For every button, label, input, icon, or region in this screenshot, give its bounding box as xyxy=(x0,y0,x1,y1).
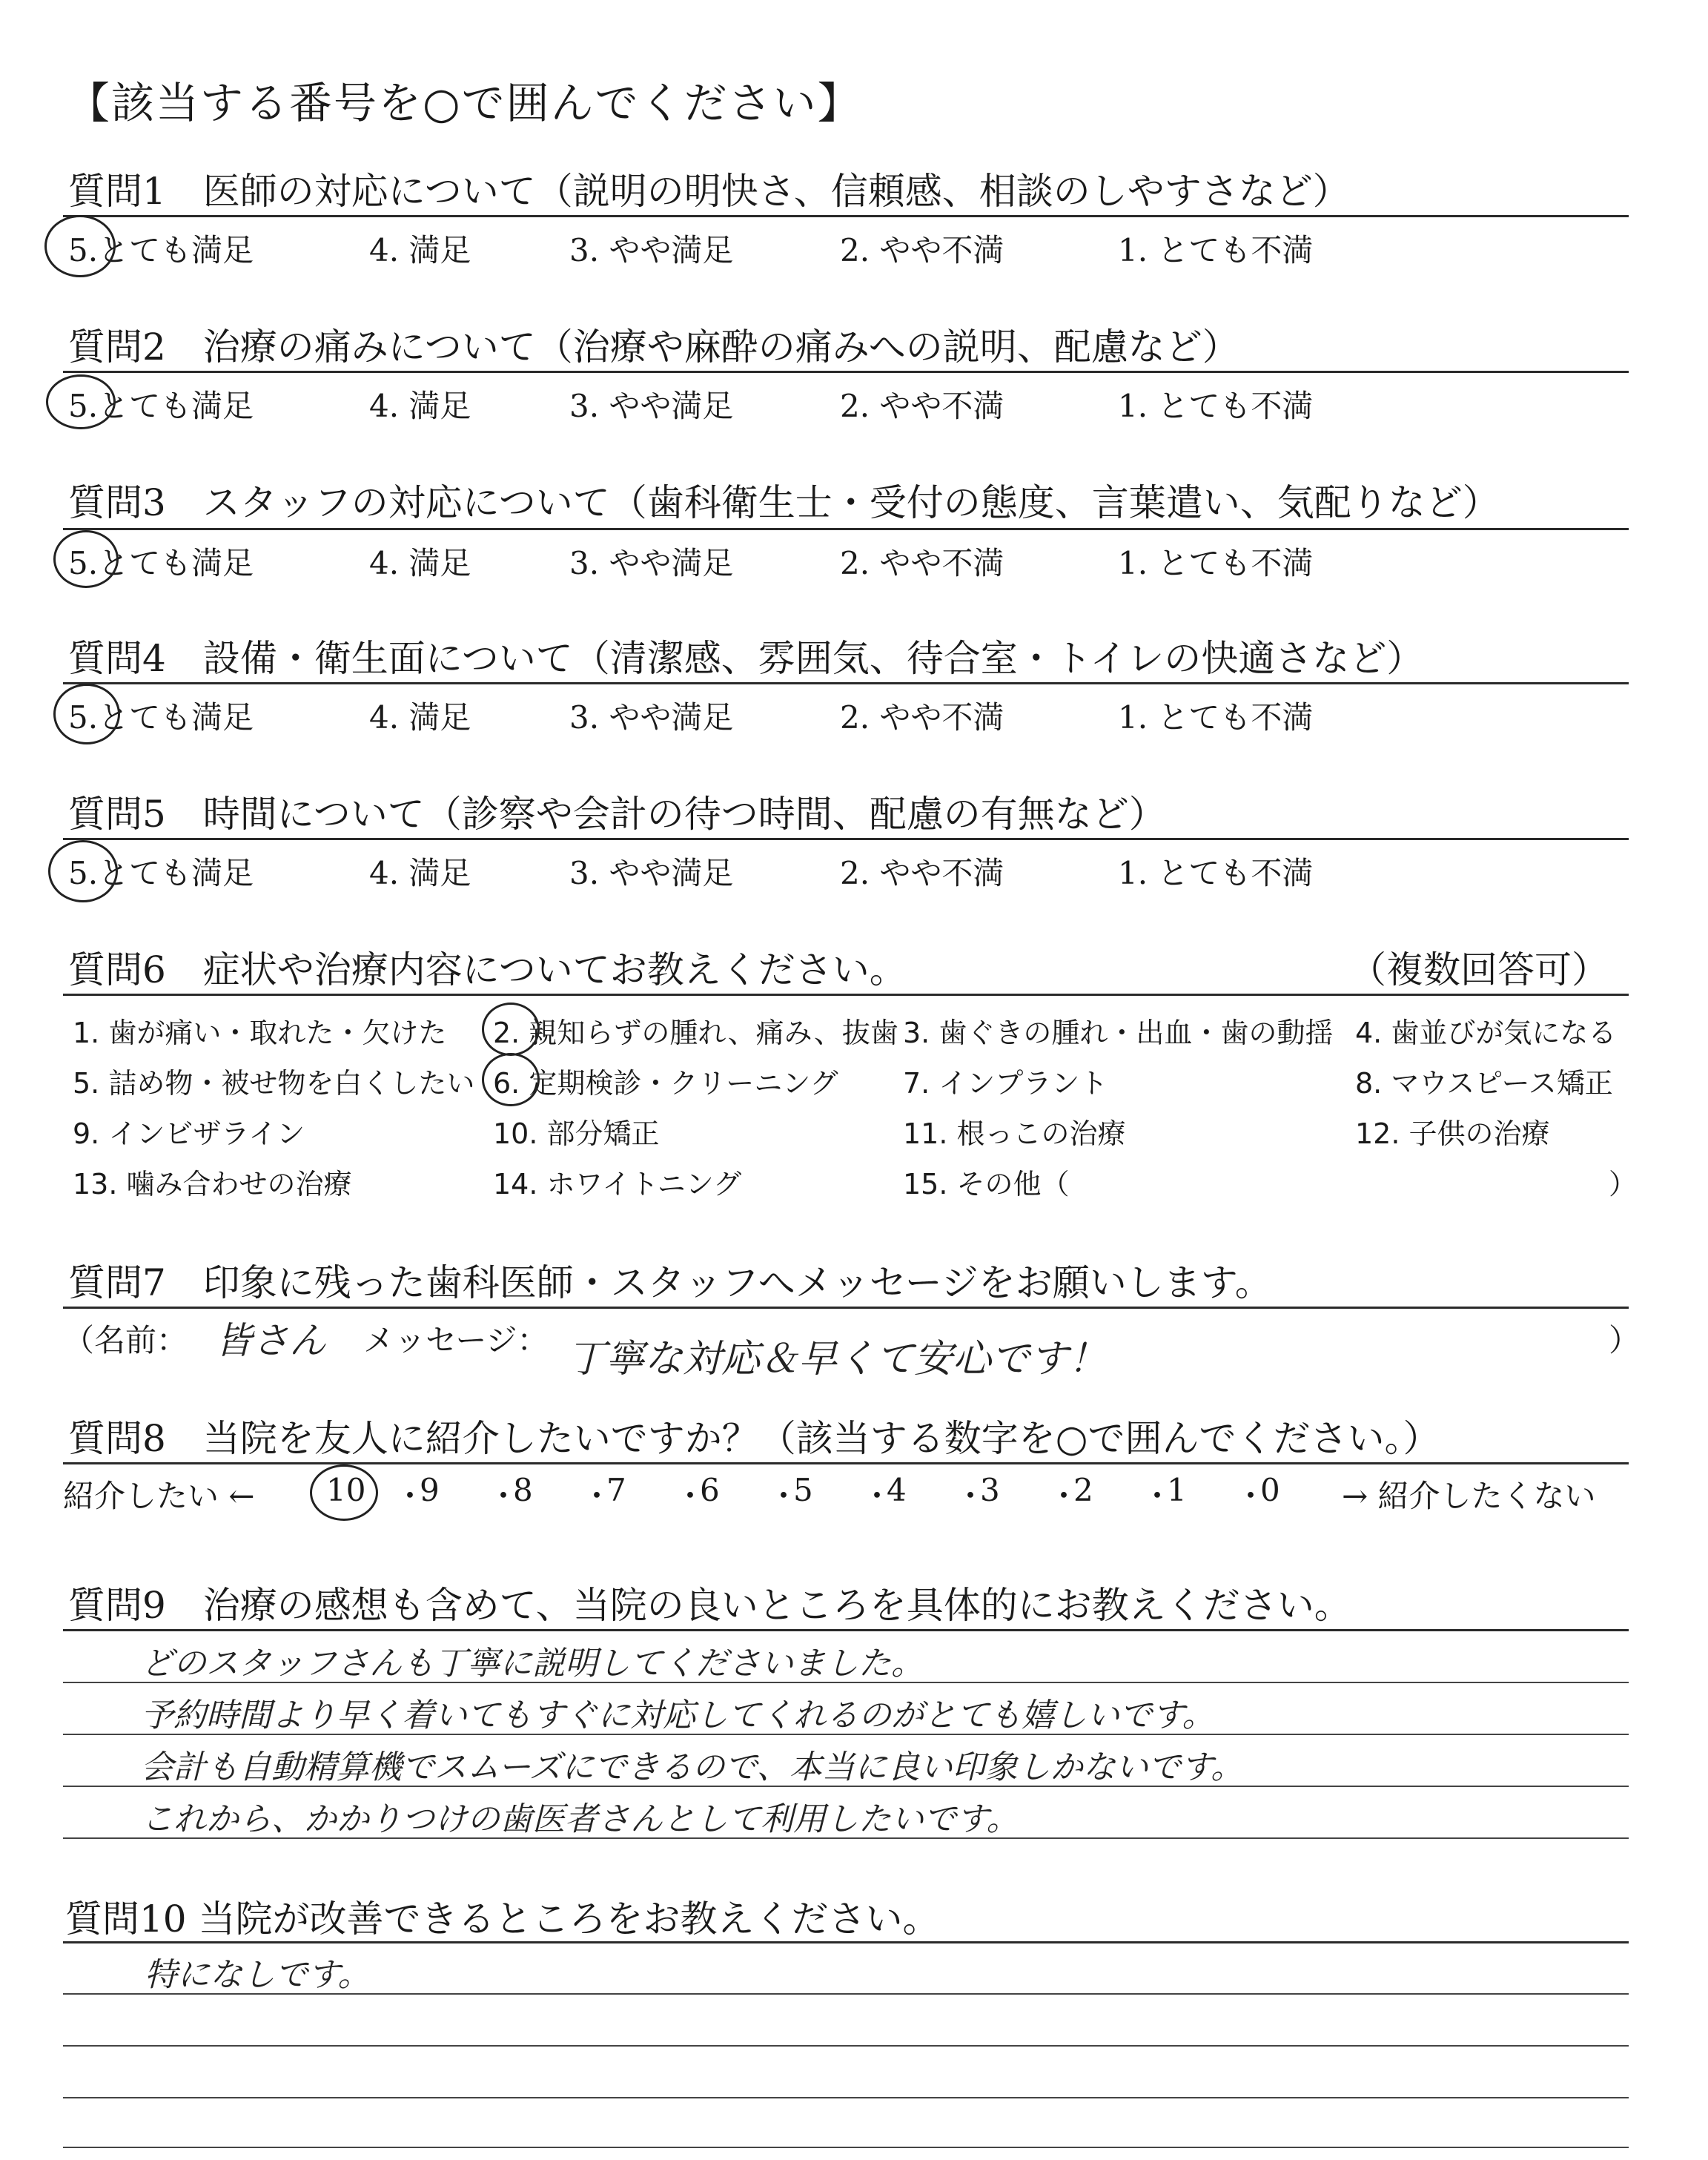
q5-option-2[interactable]: 2. やや不満 xyxy=(840,855,1004,891)
q3-option-3[interactable]: 3. やや満足 xyxy=(569,545,734,581)
q5-rule xyxy=(63,838,1629,840)
q2-option-1[interactable]: 1. とても不満 xyxy=(1118,388,1314,424)
q8-scale-option-5[interactable]: 5 xyxy=(793,1472,813,1508)
q8-scale-option-3[interactable]: 3 xyxy=(980,1472,1000,1508)
q6-option-11[interactable]: 11. 根っこの治療 xyxy=(903,1117,1126,1150)
q2-option-5[interactable]: 5.とても満足 xyxy=(68,388,254,424)
q8-scale-separator-dot: ・ xyxy=(955,1478,987,1514)
q4-selection-circle xyxy=(53,684,120,744)
q7-name-value[interactable]: 皆さん xyxy=(215,1319,326,1362)
q4-title: 質問4 設備・衛生面について（清潔感、雰囲気、待合室・トイレの快適さなど） xyxy=(68,637,1424,680)
q5-option-5[interactable]: 5.とても満足 xyxy=(68,855,254,891)
q1-rule xyxy=(63,215,1629,217)
q3-option-2[interactable]: 2. やや不満 xyxy=(840,545,1004,581)
q5-title: 質問5 時間について（診察や会計の待つ時間、配慮の有無など） xyxy=(68,793,1166,836)
q6-other-close-paren: ） xyxy=(1609,1168,1638,1200)
q6-option-8[interactable]: 8. マウスピース矯正 xyxy=(1355,1067,1613,1100)
q1-option-3[interactable]: 3. やや満足 xyxy=(569,232,734,268)
q2-selection-circle xyxy=(46,374,116,429)
q10-line-rule xyxy=(63,2097,1629,2098)
q6-option-6[interactable]: 6. 定期検診・クリーニング xyxy=(493,1067,838,1100)
q6-selection-circle-2 xyxy=(482,1003,540,1056)
q5-selection-circle xyxy=(48,840,118,902)
q8-selection-circle xyxy=(310,1464,378,1521)
q7-name-label: （名前： xyxy=(63,1322,188,1358)
q6-option-5[interactable]: 5. 詰め物・被せ物を白くしたい xyxy=(73,1067,475,1100)
q8-scale-separator-dot: ・ xyxy=(488,1478,520,1514)
q6-option-4[interactable]: 4. 歯並びが気になる xyxy=(1355,1017,1617,1049)
q3-option-1[interactable]: 1. とても不満 xyxy=(1118,545,1314,581)
q6-option-13[interactable]: 13. 噛み合わせの治療 xyxy=(73,1168,352,1200)
q1-selection-circle xyxy=(44,215,116,277)
q1-title: 質問1 医師の対応について（説明の明快さ、信頼感、相談のしやすさなど） xyxy=(68,170,1350,213)
q4-option-4[interactable]: 4. 満足 xyxy=(369,699,471,736)
q5-option-3[interactable]: 3. やや満足 xyxy=(569,855,734,891)
q1-option-2[interactable]: 2. やや不満 xyxy=(840,232,1004,268)
q2-option-3[interactable]: 3. やや満足 xyxy=(569,388,734,424)
q8-scale-option-9[interactable]: 9 xyxy=(420,1472,440,1508)
q8-scale-separator-dot: ・ xyxy=(675,1478,706,1514)
q7-close-paren: ） xyxy=(1609,1322,1641,1358)
q3-title: 質問3 スタッフの対応について（歯科衛生士・受付の態度、言葉遣い、気配りなど） xyxy=(68,481,1500,524)
q6-multiple-answer-note: （複数回答可） xyxy=(1349,948,1609,991)
q6-selection-circle-6 xyxy=(482,1053,540,1106)
q3-rule xyxy=(63,528,1629,530)
q8-title: 質問8 当院を友人に紹介したいですか？（該当する数字を○で囲んでください。） xyxy=(68,1417,1440,1460)
q5-option-1[interactable]: 1. とても不満 xyxy=(1118,855,1314,891)
q10-title: 質問10 当院が改善できるところをお教えください。 xyxy=(65,1898,940,1941)
q6-option-3[interactable]: 3. 歯ぐきの腫れ・出血・歯の動揺 xyxy=(903,1017,1334,1049)
q2-option-4[interactable]: 4. 満足 xyxy=(369,388,471,424)
q6-option-1[interactable]: 1. 歯が痛い・取れた・欠けた xyxy=(73,1017,447,1049)
q1-option-4[interactable]: 4. 満足 xyxy=(369,232,471,268)
q6-option-7[interactable]: 7. インプラント xyxy=(903,1067,1108,1100)
q9-rule xyxy=(63,1629,1629,1631)
q8-scale-option-0[interactable]: 0 xyxy=(1260,1472,1280,1508)
q9-answer-line-4[interactable]: これから、かかりつけの歯医者さんとして利用したいです。 xyxy=(141,1800,1019,1838)
q8-scale-separator-dot: ・ xyxy=(1235,1478,1267,1514)
q8-scale-separator-dot: ・ xyxy=(1142,1478,1174,1514)
q6-option-9[interactable]: 9. インビザライン xyxy=(73,1117,305,1150)
q4-rule xyxy=(63,682,1629,684)
q10-line-rule xyxy=(63,2045,1629,2047)
q6-option-12[interactable]: 12. 子供の治療 xyxy=(1355,1117,1550,1150)
q2-title: 質問2 治療の痛みについて（治療や麻酔の痛みへの説明、配慮など） xyxy=(68,326,1239,369)
q6-title: 質問6 症状や治療内容についてお教えください。 xyxy=(68,948,907,991)
q8-scale-separator-dot: ・ xyxy=(1048,1478,1080,1514)
q8-right-label: → 紹介したくない xyxy=(1342,1478,1596,1514)
q8-scale-option-4[interactable]: 4 xyxy=(887,1472,907,1508)
q8-scale-option-10[interactable]: 10 xyxy=(326,1472,366,1508)
q8-scale-separator-dot: ・ xyxy=(768,1478,800,1514)
q8-scale-option-2[interactable]: 2 xyxy=(1073,1472,1093,1508)
q10-answer-line-1[interactable]: 特になしです。 xyxy=(145,1956,371,1994)
q2-option-2[interactable]: 2. やや不満 xyxy=(840,388,1004,424)
q8-scale-separator-dot: ・ xyxy=(581,1478,613,1514)
q2-rule xyxy=(63,371,1629,373)
q9-answer-line-3[interactable]: 会計も自動精算機でスムーズにできるので、本当に良い印象しかないです。 xyxy=(141,1748,1244,1786)
q8-scale-separator-dot: ・ xyxy=(394,1478,426,1514)
q1-option-5[interactable]: 5.とても満足 xyxy=(68,232,254,268)
q8-scale-option-7[interactable]: 7 xyxy=(606,1472,626,1508)
q6-rule xyxy=(63,994,1629,996)
q6-option-14[interactable]: 14. ホワイトニング xyxy=(493,1168,742,1200)
q3-option-5[interactable]: 5.とても満足 xyxy=(68,545,254,581)
q9-title: 質問9 治療の感想も含めて、当院の良いところを具体的にお教えください。 xyxy=(68,1584,1351,1627)
q7-title: 質問7 印象に残った歯科医師・スタッフへメッセージをお願いします。 xyxy=(68,1261,1272,1304)
q10-rule xyxy=(63,1941,1629,1943)
q9-answer-line-2[interactable]: 予約時間より早く着いてもすぐに対応してくれるのがとても嬉しいです。 xyxy=(141,1697,1215,1734)
q8-scale-separator-dot: ・ xyxy=(861,1478,893,1514)
q1-option-1[interactable]: 1. とても不満 xyxy=(1118,232,1314,268)
q5-option-4[interactable]: 4. 満足 xyxy=(369,855,471,891)
instruction-heading: 【該当する番号を○で囲んでください】 xyxy=(67,78,862,128)
q3-option-4[interactable]: 4. 満足 xyxy=(369,545,471,581)
q6-option-2[interactable]: 2. 親知らずの腫れ、痛み、抜歯 xyxy=(493,1017,898,1049)
q8-scale-option-1[interactable]: 1 xyxy=(1167,1472,1187,1508)
q4-option-1[interactable]: 1. とても不満 xyxy=(1118,699,1314,736)
q8-scale-option-8[interactable]: 8 xyxy=(513,1472,533,1508)
q4-option-5[interactable]: 5.とても満足 xyxy=(68,699,254,736)
q4-option-3[interactable]: 3. やや満足 xyxy=(569,699,734,736)
q3-selection-circle xyxy=(53,530,119,588)
q7-message-value[interactable]: 丁寧な対応＆早くて安心です！ xyxy=(567,1337,1108,1381)
q6-option-10[interactable]: 10. 部分矯正 xyxy=(493,1117,660,1150)
q9-answer-line-1[interactable]: どのスタッフさんも丁寧に説明してくださいました。 xyxy=(141,1645,924,1682)
q4-option-2[interactable]: 2. やや不満 xyxy=(840,699,1004,736)
q8-scale-option-6[interactable]: 6 xyxy=(700,1472,720,1508)
q7-message-label: メッセージ： xyxy=(363,1322,549,1358)
q10-line-rule xyxy=(63,2147,1629,2148)
q8-rule xyxy=(63,1462,1629,1464)
q8-left-label: 紹介したい ← xyxy=(63,1478,255,1514)
q7-rule xyxy=(63,1307,1629,1309)
q6-option-15[interactable]: 15. その他（ xyxy=(903,1168,1070,1200)
